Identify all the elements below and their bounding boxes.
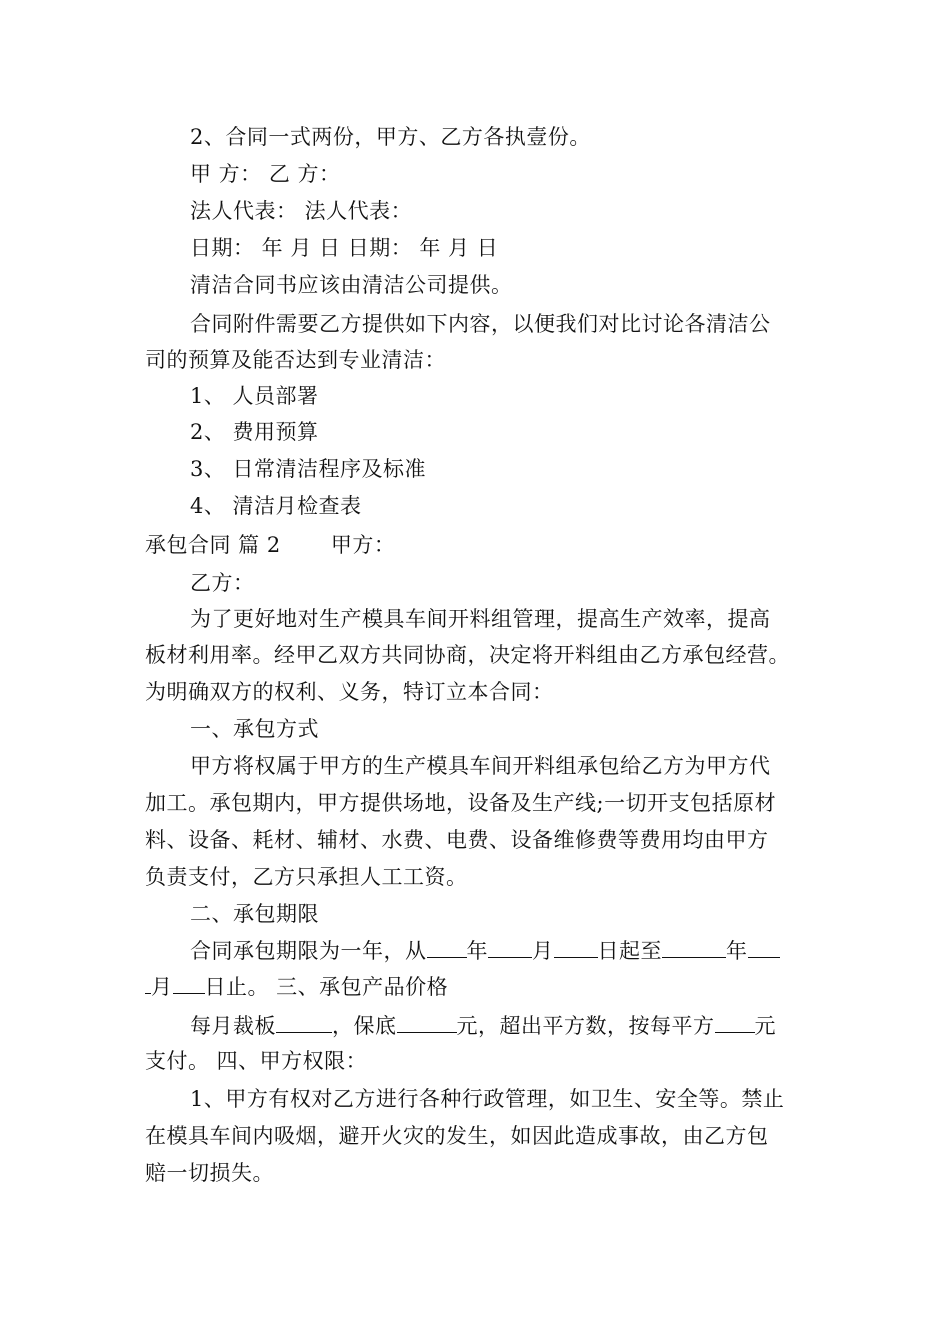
text-segment: ，保底	[332, 1014, 397, 1038]
text-line: 2、合同一式两份，甲方、乙方各执壹份。	[190, 125, 591, 149]
text-line: 合同附件需要乙方提供如下内容，以便我们对比讨论各清洁公	[190, 312, 771, 336]
text-segment: 年	[466, 939, 488, 963]
text-line: 司的预算及能否达到专业清洁：	[145, 348, 446, 372]
text-line: 乙方：	[190, 571, 255, 595]
text-line: 料、设备、耗材、辅材、水费、电费、设备维修费等费用均由甲方	[145, 828, 769, 852]
text-line: 板材利用率。经甲乙双方共同协商，决定将开料组由乙方承包经营。	[145, 643, 790, 667]
text-line: 法人代表： 法人代表：	[190, 199, 413, 223]
term-line	[190, 937, 780, 964]
clause-heading: 二、承包期限	[190, 902, 319, 926]
fill-blank	[488, 937, 532, 958]
text-segment: 月	[532, 939, 554, 963]
text-line: 日期： 年 月 日 日期： 年 月 日	[190, 236, 499, 260]
text-segment: 月	[151, 975, 173, 999]
text-line: 在模具车间内吸烟，避开火灾的发生，如因此造成事故，由乙方包	[145, 1124, 769, 1148]
fill-blank	[748, 937, 780, 958]
text-line: 赔一切损失。	[145, 1161, 274, 1185]
text-segment: 每月裁板	[190, 1014, 276, 1038]
text-line: 为明确双方的权利、义务，特订立本合同：	[145, 680, 554, 704]
text-segment: 日止。 三、承包产品价格	[204, 975, 449, 999]
fill-blank	[397, 1012, 457, 1033]
text-line: 甲 方： 乙 方：	[190, 162, 341, 186]
clause-heading: 支付。 四、甲方权限：	[145, 1049, 368, 1073]
text-segment: 年	[726, 939, 748, 963]
fill-blank	[662, 937, 726, 958]
price-line	[190, 1012, 776, 1039]
list-item: 1、 人员部署	[190, 384, 319, 408]
text-segment: 合同承包期限为一年，从	[190, 939, 427, 963]
fill-blank	[173, 973, 205, 994]
text-line: 甲方将权属于甲方的生产模具车间开料组承包给乙方为甲方代	[190, 754, 771, 778]
text-segment: 日起至	[597, 939, 662, 963]
fill-blank	[427, 937, 467, 958]
text-segment: 元，超出平方数，按每平方	[456, 1014, 715, 1038]
text-line: 1、甲方有权对乙方进行各种行政管理，如卫生、安全等。禁止	[190, 1087, 785, 1111]
text-line: 加工。承包期内，甲方提供场地，设备及生产线;一切开支包括原材	[145, 791, 777, 815]
list-item: 4、 清洁月检查表	[190, 494, 362, 518]
clause-heading: 一、承包方式	[190, 717, 319, 741]
fill-blank	[276, 1012, 332, 1033]
text-line: 清洁合同书应该由清洁公司提供。	[190, 273, 513, 297]
term-line-continued	[145, 973, 448, 1000]
list-item: 3、 日常清洁程序及标准	[190, 457, 427, 481]
text-line: 负责支付，乙方只承担人工工资。	[145, 865, 468, 889]
list-item: 2、 费用预算	[190, 420, 319, 444]
text-segment: 元	[754, 1014, 776, 1038]
text-line: 为了更好地对生产模具车间开料组管理，提高生产效率，提高	[190, 607, 771, 631]
section-heading: 承包合同 篇 2 甲方：	[145, 533, 396, 557]
fill-blank	[715, 1012, 755, 1033]
fill-blank	[554, 937, 598, 958]
